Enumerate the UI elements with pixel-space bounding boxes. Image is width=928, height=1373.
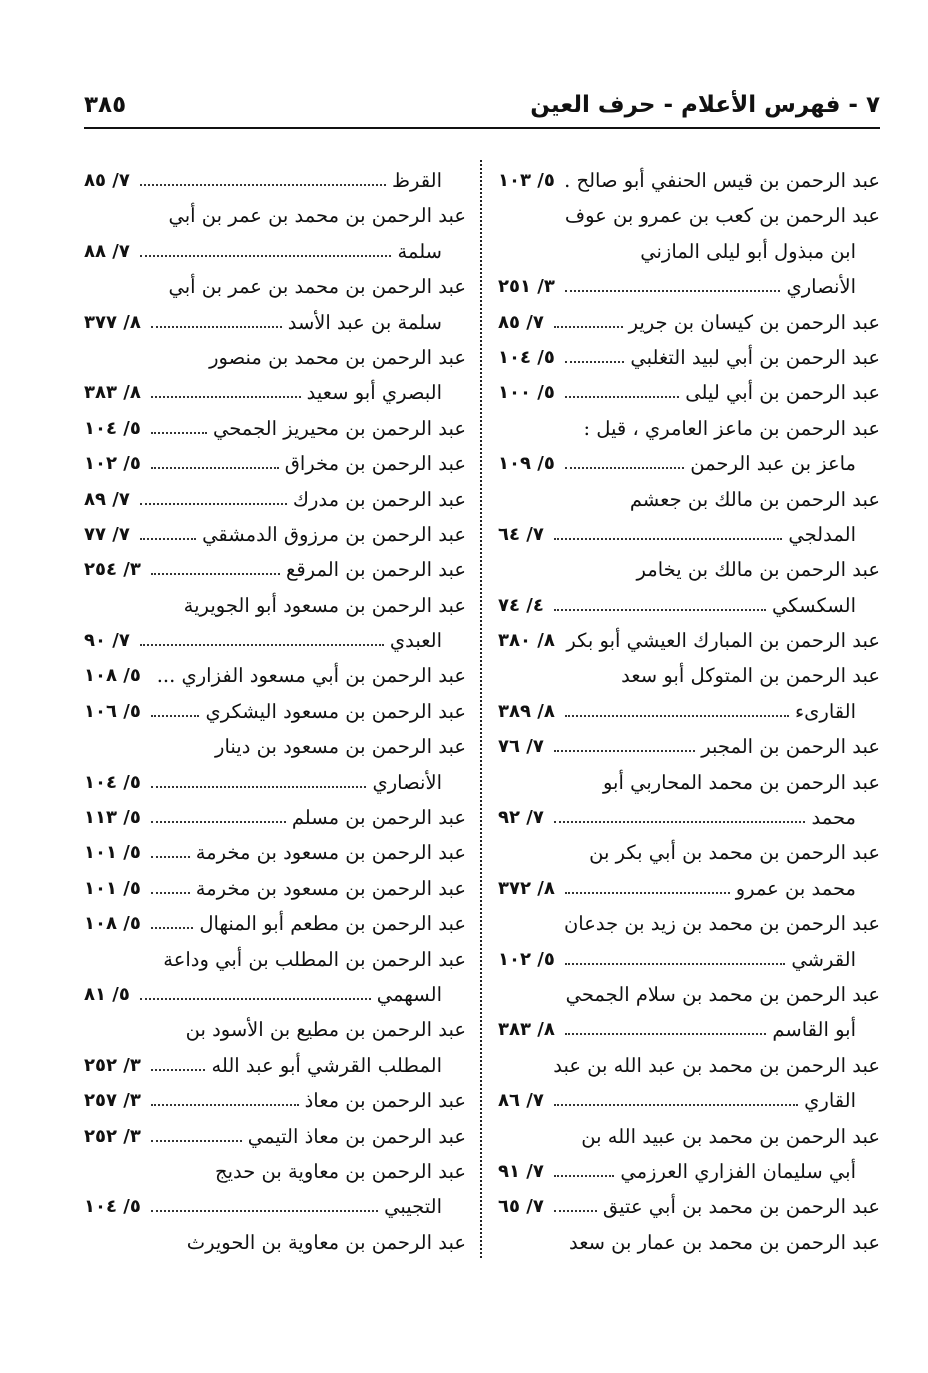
- entry-name: عبد الرحمن بن مدرك: [292, 487, 466, 511]
- leader-dots: [151, 927, 193, 929]
- leader-dots: [140, 255, 391, 257]
- entry-name: المدلجي: [788, 522, 856, 546]
- index-entry: [84, 234, 466, 269]
- leader-dots: [565, 963, 785, 965]
- index-entry: [498, 198, 880, 233]
- entry-name: ماعز بن عبد الرحمن: [690, 452, 856, 476]
- index-entry: [84, 588, 466, 623]
- index-entry: [498, 269, 880, 304]
- entry-reference: ٨/ ٣٨٠: [498, 630, 555, 652]
- index-entry: [498, 835, 880, 870]
- index-entry: [498, 977, 880, 1012]
- entry-name: عبد الرحمن بن مسعود بن دينار: [215, 735, 466, 759]
- entry-reference: ٧/ ٩٢: [498, 807, 544, 829]
- entry-name: عبد الرحمن بن كيسان بن جرير: [628, 310, 880, 334]
- entry-name: عبد الرحمن بن محمد بن زيد بن جدعان: [563, 912, 880, 936]
- index-entry: [84, 694, 466, 729]
- entry-reference: ٨/ ٣٨٣: [84, 382, 141, 404]
- index-entry: [84, 163, 466, 198]
- entry-name: الأنصاري: [786, 275, 856, 299]
- entry-reference: ٥/ ١٠٤: [84, 771, 141, 793]
- entry-name: عبد الرحمن بن محمد بن عبيد الله بن: [581, 1124, 880, 1148]
- entry-name: السكسكي: [772, 593, 856, 617]
- index-entry: [498, 906, 880, 941]
- entry-reference: ٧/ ٨٦: [498, 1090, 544, 1112]
- entry-name: البصري أبو سعيد: [306, 381, 442, 405]
- entry-name: عبد الرحمن بن ماعز العامري ، قيل :: [583, 416, 880, 440]
- entry-reference: ٥/ ١٠٠: [498, 382, 555, 404]
- entry-name: محمد: [811, 806, 856, 830]
- entry-name: محمد بن عمرو: [735, 876, 856, 900]
- index-entry: [498, 1119, 880, 1154]
- leader-dots: [554, 609, 766, 611]
- entry-name: عبد الرحمن بن مخراق: [284, 452, 466, 476]
- entry-name: عبد الرحمن بن أبي مسعود الفزاري ...: [156, 664, 466, 688]
- leader-dots: [151, 786, 366, 788]
- index-entry: [498, 871, 880, 906]
- index-entry: [498, 800, 880, 835]
- entry-reference: ٨/ ٣٨٣: [498, 1019, 555, 1041]
- entry-name: عبد الرحمن بن محمد بن أبي بكر بن: [589, 841, 880, 865]
- leader-dots: [140, 184, 386, 186]
- entry-name: السهمي: [376, 982, 442, 1006]
- entry-reference: ٥/ ١٠١: [84, 842, 141, 864]
- index-entry: [498, 1189, 880, 1224]
- entry-name: عبد الرحمن بن مالك بن جعشم: [629, 487, 880, 511]
- index-entry: [498, 694, 880, 729]
- entry-name: التجيبي: [384, 1195, 442, 1219]
- entry-name: عبد الرحمن بن المتوكل أبو سعد: [621, 664, 880, 688]
- leader-dots: [151, 856, 190, 858]
- entry-reference: ٨/ ٣٧٢: [498, 877, 555, 899]
- index-entry: [498, 411, 880, 446]
- entry-reference: ٣/ ٢٥١: [498, 276, 555, 298]
- index-entry: [84, 765, 466, 800]
- index-entry: [498, 446, 880, 481]
- leader-dots: [151, 1104, 299, 1106]
- entry-name: أبو القاسم: [772, 1018, 856, 1042]
- entry-reference: ٧/ ٦٤: [498, 523, 544, 545]
- entry-name: سلمة بن عبد الأسد: [287, 310, 442, 334]
- entry-name: القرظ: [391, 169, 442, 192]
- leader-dots: [554, 750, 695, 752]
- index-entry: [84, 977, 466, 1012]
- entry-name: ابن مبذول أبو ليلى المازني: [640, 239, 856, 263]
- entry-name: عبد الرحمن بن المبارك العيشي أبو بكر: [566, 629, 880, 653]
- entry-name: عبد الرحمن بن المجبر: [701, 735, 880, 759]
- leader-dots: [151, 432, 207, 434]
- index-entry: [84, 1012, 466, 1047]
- index-entry: [498, 1154, 880, 1189]
- entry-name: القارىء: [794, 699, 856, 723]
- entry-reference: ٥/ ١١٣: [84, 807, 141, 829]
- index-entry: [84, 1189, 466, 1224]
- leader-dots: [140, 998, 371, 1000]
- leader-dots: [151, 396, 301, 398]
- entry-name: عبد الرحمن بن محمد بن عبد الله بن عبد: [553, 1053, 880, 1077]
- entry-reference: ٥/ ١٠٤: [498, 346, 555, 368]
- entry-reference: ٧/ ٩٠: [84, 630, 130, 652]
- leader-dots: [140, 644, 384, 646]
- leader-dots: [565, 1033, 766, 1035]
- index-entry: [84, 375, 466, 410]
- entry-reference: ٧/ ٩١: [498, 1160, 544, 1182]
- entry-name: المطلب القرشي أبو عبد الله: [211, 1053, 442, 1077]
- index-entry: [498, 482, 880, 517]
- entry-name: عبد الرحمن بن محمد بن منصور: [209, 345, 466, 369]
- entry-name: القاري: [804, 1089, 856, 1113]
- entry-reference: ٧/ ٨٨: [84, 240, 130, 262]
- index-entry: [498, 1083, 880, 1118]
- page-header: [84, 88, 880, 128]
- index-entry: [84, 517, 466, 552]
- page-number: ٣٨٥: [84, 92, 127, 118]
- index-entry: [498, 163, 880, 198]
- entry-name: عبد الرحمن بن مطيع بن الأسود بن: [185, 1018, 466, 1042]
- index-entry: [498, 1012, 880, 1047]
- index-entry: [498, 234, 880, 269]
- entry-reference: ٥/ ١٠٤: [84, 417, 141, 439]
- index-entry: [84, 623, 466, 658]
- entry-name: أبي سليمان الفزاري العرزمي: [620, 1159, 856, 1183]
- entry-reference: ٣/ ٢٥٢: [84, 1054, 141, 1076]
- entry-name: عبد الرحمن بن المطلب بن أبي وداعة: [163, 947, 466, 971]
- index-entry: [84, 552, 466, 587]
- entry-reference: ٥/ ١٠٢: [498, 948, 555, 970]
- entry-name: القرشي: [791, 947, 856, 971]
- leader-dots: [554, 821, 805, 823]
- entry-reference: ٣/ ٢٥٤: [84, 559, 141, 581]
- leader-dots: [151, 715, 199, 717]
- index-entry: [498, 552, 880, 587]
- index-entry: [84, 1119, 466, 1154]
- index-entry: [84, 658, 466, 693]
- index-entry: [498, 517, 880, 552]
- entry-name: عبد الرحمن بن المرقع: [285, 558, 466, 582]
- leader-dots: [554, 538, 782, 540]
- entry-reference: ٧/ ٧٦: [498, 736, 544, 758]
- index-entry: [84, 305, 466, 340]
- index-column-right: [498, 163, 880, 1260]
- leader-dots: [554, 1210, 597, 1212]
- index-entry: [84, 198, 466, 233]
- entry-name: عبد الرحمن بن معاذ: [304, 1089, 466, 1113]
- index-entry: [498, 588, 880, 623]
- entry-name: عبد الرحمن بن أبي ليلى: [685, 381, 880, 405]
- entry-reference: ٧/ ٨٩: [84, 488, 130, 510]
- entry-name: سلمة: [397, 239, 442, 263]
- entry-reference: ٧/ ٧٧: [84, 523, 130, 545]
- leader-dots: [151, 1069, 205, 1071]
- index-entry: [84, 411, 466, 446]
- entry-name: عبد الرحمن بن معاوية بن حديج: [215, 1159, 466, 1183]
- entry-name: عبد الرحمن بن مسعود أبو الجويرية: [183, 593, 466, 617]
- leader-dots: [151, 573, 280, 575]
- index-entry: [84, 835, 466, 870]
- index-entry: [498, 375, 880, 410]
- leader-dots: [565, 892, 730, 894]
- index-entry: [498, 765, 880, 800]
- entry-name: عبد الرحمن بن مسلم: [291, 806, 466, 830]
- leader-dots: [565, 467, 684, 469]
- leader-dots: [151, 821, 286, 823]
- leader-dots: [565, 396, 679, 398]
- index-entry: [498, 305, 880, 340]
- index-entry: [84, 906, 466, 941]
- index-entry: [84, 1225, 466, 1260]
- index-entry: [498, 623, 880, 658]
- entry-name: عبد الرحمن بن مسعود اليشكري: [205, 699, 466, 723]
- index-entry: [84, 269, 466, 304]
- leader-dots: [151, 1210, 378, 1212]
- entry-name: عبد الرحمن بن محمد بن عمر بن أبي: [168, 275, 466, 299]
- leader-dots: [554, 326, 623, 328]
- entry-name: عبد الرحمن بن مسعود بن مخرمة: [195, 876, 466, 900]
- leader-dots: [151, 892, 190, 894]
- index-entry: [84, 800, 466, 835]
- entry-reference: ٥/ ١٠٦: [84, 700, 141, 722]
- index-entry: [84, 1083, 466, 1118]
- index-entry: [84, 482, 466, 517]
- entry-name: عبد الرحمن بن محمد بن عمار بن سعد: [568, 1230, 880, 1254]
- index-entry: [498, 1225, 880, 1260]
- entry-reference: ٣/ ٢٥٧: [84, 1090, 141, 1112]
- entry-name: عبد الرحمن بن محمد بن أبي عتيق: [602, 1195, 880, 1219]
- leader-dots: [565, 715, 789, 717]
- entry-reference: ٥/ ١٠٨: [84, 913, 141, 935]
- index-entry: [84, 1048, 466, 1083]
- index-entry: [84, 729, 466, 764]
- entry-name: الأنصاري: [372, 770, 442, 794]
- index-entry: [84, 942, 466, 977]
- index-entry: [498, 729, 880, 764]
- index-entry: [84, 446, 466, 481]
- entry-reference: ٧/ ٨٥: [84, 170, 130, 191]
- leader-dots: [151, 467, 279, 469]
- leader-dots: [565, 361, 624, 363]
- leader-dots: [554, 1175, 614, 1177]
- entry-name: عبد الرحمن بن محمد بن سلام الجمحي: [565, 982, 880, 1006]
- index-entry: [84, 340, 466, 375]
- entry-name: عبد الرحمن بن مطعم أبو المنهال: [199, 912, 466, 936]
- index-entry: [498, 340, 880, 375]
- entry-name: العبدي: [389, 629, 442, 653]
- index-entry: [498, 942, 880, 977]
- entry-name: عبد الرحمن بن مرزوق الدمشقي: [202, 522, 466, 546]
- entry-name: عبد الرحمن بن مسعود بن مخرمة: [195, 841, 466, 865]
- leader-dots: [151, 326, 282, 328]
- entry-reference: ٥/ ١٠٩: [498, 453, 555, 475]
- entry-name: عبد الرحمن بن معاوية بن الحويرث: [186, 1230, 466, 1254]
- entry-name: عبد الرحمن بن محمد المحاربي أبو: [602, 770, 880, 794]
- index-entry: [498, 658, 880, 693]
- entry-reference: ٥/ ١٠٢: [84, 453, 141, 475]
- index-entry: [498, 1048, 880, 1083]
- entry-reference: ٥/ ١٠٤: [84, 1196, 141, 1218]
- entry-name: عبد الرحمن بن أبي لبيد التغلبي: [630, 345, 880, 369]
- leader-dots: [565, 290, 780, 292]
- entry-reference: ٨/ ٣٨٩: [498, 700, 555, 722]
- entry-reference: ٣/ ٢٥٢: [84, 1125, 141, 1147]
- entry-name: عبد الرحمن بن قيس الحنفي أبو صالح .: [564, 169, 880, 192]
- leader-dots: [554, 1104, 798, 1106]
- entry-reference: ٥/ ١٠٣: [498, 170, 555, 191]
- entry-reference: ٥/ ٨١: [84, 983, 130, 1005]
- column-divider: [480, 160, 482, 1258]
- entry-name: عبد الرحمن بن معاذ التيمي: [247, 1124, 466, 1148]
- index-entry: [84, 871, 466, 906]
- entry-reference: ٧/ ٨٥: [498, 311, 544, 333]
- index-entry: [84, 1154, 466, 1189]
- leader-dots: [151, 1140, 242, 1142]
- entry-reference: ٤/ ٧٤: [498, 594, 544, 616]
- entry-reference: ٥/ ١٠٨: [84, 665, 141, 687]
- entry-name: عبد الرحمن بن مالك بن يخامر: [636, 558, 880, 582]
- entry-reference: ٥/ ١٠١: [84, 877, 141, 899]
- header-rule: [84, 127, 880, 129]
- entry-reference: ٧/ ٦٥: [498, 1196, 544, 1218]
- entry-reference: ٨/ ٣٧٧: [84, 311, 141, 333]
- running-title: ٧ - فهرس الأعلام - حرف العين: [530, 92, 880, 118]
- leader-dots: [140, 538, 196, 540]
- entry-name: عبد الرحمن بن محيريز الجمحي: [212, 416, 466, 440]
- index-column-left: [84, 163, 466, 1260]
- entry-name: عبد الرحمن بن محمد بن عمر بن أبي: [168, 204, 466, 228]
- leader-dots: [140, 503, 287, 505]
- entry-name: عبد الرحمن بن كعب بن عمرو بن عوف: [564, 204, 880, 228]
